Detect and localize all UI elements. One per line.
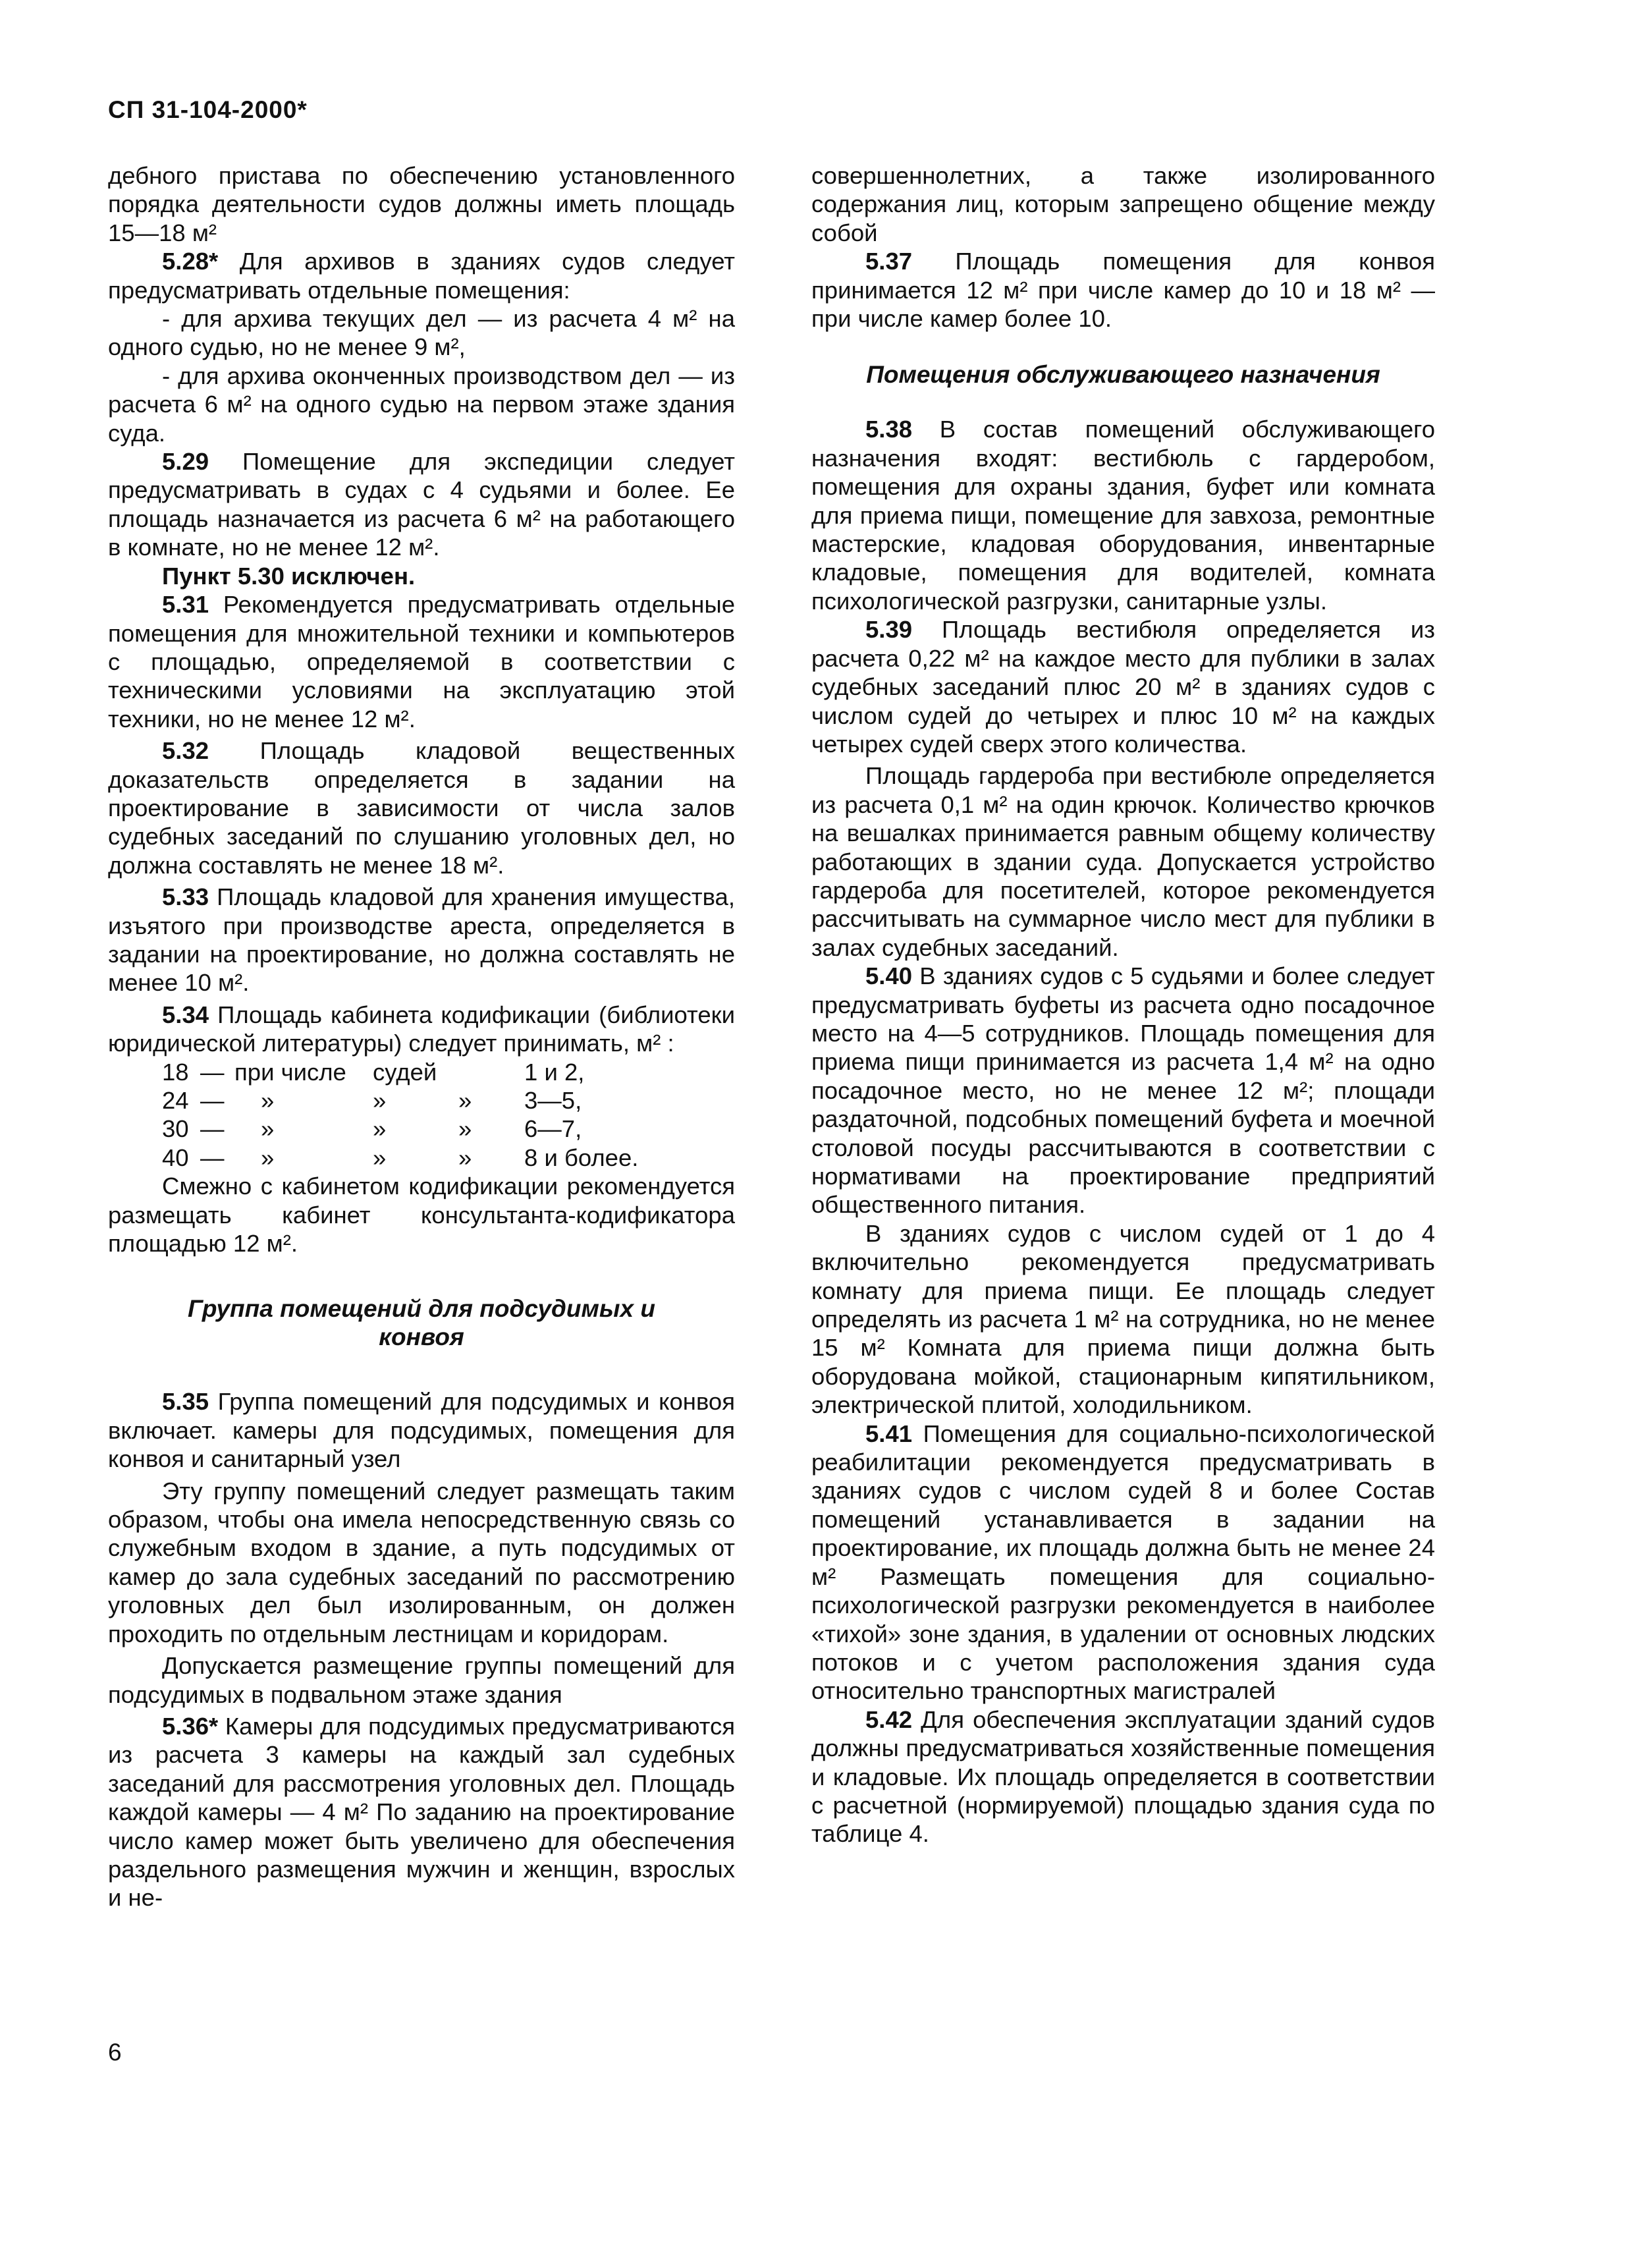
clause-5-32 [108,736,735,879]
table-row [162,1086,638,1115]
clause-number: 5.31 [162,591,209,619]
clause-text: Рекомендуется предусматривать отдельные помещения для множительной техники и компьютеров с площадью, определяемой в соответствии с техническими условиями на эксплуатацию этой техники, но не менее 12 м². [108,591,735,733]
clause-text: Площадь помещения для конвоя принимается 12 м² при числе камер до 10 и 18 м² — при числе камер более 10. [811,248,1435,333]
clause-number: 5.34 [162,1001,209,1028]
clause-text: В зданиях судов с 5 судьями и более следует предусматривать буфеты из расчета одно посадочное место на 4—5 сотрудников. Площадь помещения для приема пищи принимается из расчета 1,4 м² на одно посадочное место, но не менее 12 м²; площади раздаточной, подсобных помещений буфета и моечной столовой посуды рассчитываются в соответствии с нормативами на проектирование предприятий общественного питания. [811,962,1435,1219]
clause-text: Площадь кладовой для хранения имущества, изъятого при производстве ареста, определяется в задании на проектирование, но должна составлять не менее 10 м². [108,883,735,997]
ditto-mark: » [458,1144,472,1171]
clause-5-34-note: Смежно с кабинетом кодификации рекомендуется размещать кабинет консультанта-кодификатора площадью 12 м². [108,1173,735,1258]
clause-5-35 [108,1387,735,1473]
clause-text: Для обеспечения эксплуатации зданий судов должны предусматриваться хозяйственные помещения и кладовые. Их площадь определяется в соответствии с расчетной (нормируемой) площадью здания суда по таблице 4. [811,1705,1435,1848]
clause-text: Площадь кабинета кодификации (библиотеки юридической литературы) следует принимать, м² : [108,1001,735,1057]
ditto-mark: » [261,1115,275,1143]
dash: — [200,1058,225,1086]
clause-number: 5.28* [162,248,219,275]
clause-5-35-basement: Допускается размещение группы помещений для подсудимых в подвальном этаже здания [108,1652,735,1708]
clause-5-40-small-courts: В зданиях судов с числом судей от 1 до 4 включительно рекомендуется предусматривать комнату для приема пищи. Ее площадь следует определять из расчета 1 м² на сотрудника, но не менее 15 м² Комната для приема пищи должна быть оборудована мойкой, стационарным кипятильником, электрической плитой, холодильником. [811,1219,1435,1419]
clause-number: 5.35 [162,1388,209,1416]
clause-5-40 [811,962,1435,1219]
area-value: 18 [162,1058,189,1086]
left-text-column [108,161,735,1912]
clause-number: 5.40 [865,962,913,990]
codification-area-table [162,1058,638,1173]
ditto-mark: » [458,1087,472,1114]
clause-5-28 [108,247,735,304]
clause-text: В состав помещений обслуживающего назначения входят: вестибюль с гардеробом, помещения для охраны здания, буфет или комната для приема пищи, помещение для завхоза, ремонтные мастерские, кладовая оборудования, инвентарные кладовые, помещения для водителей, комната психологической разгрузки, санитарные узлы. [811,416,1435,615]
right-text-column [811,161,1435,1848]
area-value: 30 [162,1115,189,1143]
clause-number: 5.36* [162,1712,219,1740]
judges-count: 3—5, [524,1087,582,1114]
list-item-current-archive: - для архива текущих дел — из расчета 4 м² на одного судью, но не менее 9 м², [108,305,735,361]
table-row [162,1144,638,1172]
clause-5-35-placement: Эту группу помещений следует размещать таким образом, чтобы она имела непосредственную связь со служебным входом в здание, а путь подсудимых от камер до зала судебных заседаний по рассмотрению уголовных дел был изолированным, он должен проходить по отдельным лестницам и коридорам. [108,1477,735,1647]
dash: — [200,1144,225,1171]
clause-text: Камеры для подсудимых предусматриваются из расчета 3 камеры на каждый зал судебных заседаний для рассмотрения уголовных дел. Площадь каждой камеры — 4 м² По заданию на проектирование число камер может быть увеличено для обеспечения раздельного размещения мужчин и женщин, взрослых и не- [108,1712,735,1912]
paragraph-continuation: дебного пристава по обеспечению установленного порядка деятельности судов должны иметь площадь 15—18 м² [108,162,735,246]
condition-text: судей [373,1058,437,1086]
clause-5-37 [811,247,1435,333]
ditto-mark [445,1058,524,1086]
clause-number: 5.33 [162,883,209,911]
table-row [162,1115,638,1143]
ditto-mark: » [373,1144,387,1171]
dash: — [200,1087,225,1114]
document-code-header: СП 31-104-2000* [108,96,308,123]
section-heading-defendants: Группа помещений для подсудимых и конвоя [188,1295,655,1351]
clause-5-42 [811,1705,1435,1848]
dash: — [200,1115,225,1143]
area-value: 40 [162,1144,189,1171]
clause-5-39-cloakroom: Площадь гардероба при вестибюле определяется из расчета 0,1 м² на один крючок. Количество крючков на вешалках принимается равным общему количеству работающих в здании суда. Допускается устройство гардероба для посетителей, которое рекомендуется рассчитывать на суммарное число мест для публики в залах судебных заседаний. [811,762,1435,961]
clause-5-29 [108,447,735,562]
section-heading-service: Помещения обслуживающего назначения [866,361,1380,389]
clause-5-30-excluded: Пункт 5.30 исключен. [162,562,416,590]
clause-5-36 [108,1712,735,1912]
clause-text: Группа помещений для подсудимых и конвоя включает. камеры для подсудимых, помещения для конвоя и санитарный узел [108,1388,735,1473]
clause-text: Площадь вестибюля определяется из расчета 0,22 м² на каждое место для публики в залах судебных заседаний плюс 20 м² в зданиях судов с числом судей до четырех и плюс 10 м² на каждых четырех судей сверх этого количества. [811,616,1435,758]
clause-number: 5.42 [865,1705,913,1733]
list-item-closed-archive: - для архива оконченных производством дел — из расчета 6 м² на одного судью на первом этаже здания суда. [108,362,735,447]
clause-number: 5.29 [162,448,209,476]
ditto-mark: » [458,1115,472,1143]
ditto-mark: » [373,1115,387,1143]
ditto-mark: » [261,1144,275,1171]
clause-5-34 [108,1001,735,1058]
clause-number: 5.39 [865,616,913,644]
clause-number: 5.37 [865,248,913,275]
judges-count: 8 и более. [524,1144,639,1171]
page-number: 6 [108,2039,122,2066]
clause-text: Помещение для экспедиции следует предусматривать в судах с 4 судьями и более. Ее площадь назначается из расчета 6 м² на работающего в комнате, но не менее 12 м². [108,448,735,561]
ditto-mark: » [373,1087,387,1114]
condition-text: при числе [234,1058,346,1086]
clause-number: 5.32 [162,737,209,765]
judges-count: 6—7, [524,1115,582,1143]
clause-5-38 [811,415,1435,615]
clause-5-41 [811,1420,1435,1705]
clause-number: 5.38 [865,416,913,443]
clause-text: Площадь кладовой вещественных доказательств определяется в задании на проектирование в зависимости от числа залов судебных заседаний по слушанию уголовных дел, но должна составлять не менее 18 м². [108,737,735,879]
judges-count: 1 и 2, [524,1058,585,1086]
clause-5-33 [108,883,735,997]
clause-text: Помещения для социально-психологической реабилитации рекомендуется предусматривать в зданиях судов с числом судей 8 и более Состав помещений устанавливается в задании на проектирование, их площадь должна быть не менее 24 м² Размещать помещения для социально-психологической разгрузки рекомендуется в наиболее «тихой» зоне здания, в удалении от основных людских потоков и с учетом расположения здания суда относительно транспортных магистралей [811,1420,1435,1705]
table-row [162,1058,638,1086]
clause-number: 5.41 [865,1420,913,1447]
clause-5-39 [811,615,1435,758]
area-value: 24 [162,1087,189,1114]
clause-5-31 [108,590,735,733]
ditto-mark: » [261,1087,275,1114]
paragraph-continuation: совершеннолетних, а также изолированного содержания лиц, которым запрещено общение между собой [811,162,1435,246]
clause-text: Для архивов в зданиях судов следует предусматривать отдельные помещения: [108,248,735,304]
